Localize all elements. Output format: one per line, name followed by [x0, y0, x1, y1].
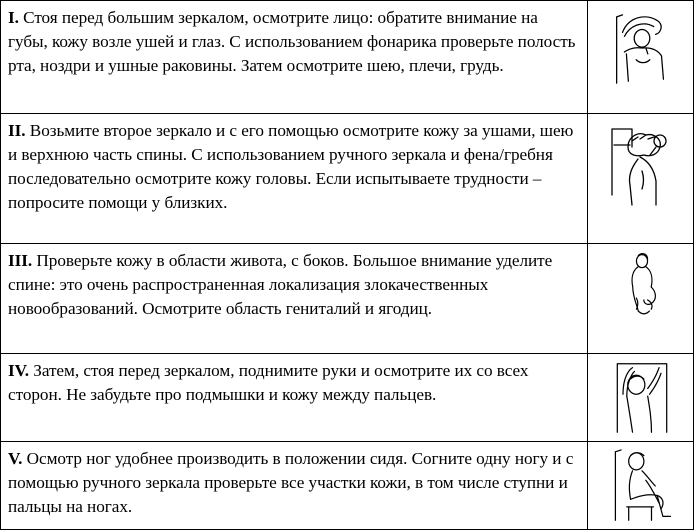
step-illustration-cell — [588, 442, 693, 529]
step-numeral: IV. — [8, 361, 30, 380]
person-two-mirrors-icon — [602, 122, 682, 208]
step-text-cell — [1, 442, 588, 529]
step-numeral: III. — [8, 251, 33, 270]
step-description: Стоя перед большим зеркалом, осмотрите лицо: обратите внимание на губы, кожу возле ушей и глаз. С использованием фонарика проверьте полость рта, ноздри и ушные раковины. Затем осмотрите шею, плечи, грудь. — [8, 8, 576, 75]
step-row-5 — [1, 442, 693, 529]
step-numeral: I. — [8, 8, 19, 27]
step-text-cell — [1, 114, 588, 243]
step-text-cell — [1, 244, 588, 353]
step-description: Осмотр ног удобнее производить в положении сидя. Согните одну ногу и с помощью ручного зеркала проверьте все участки кожи, в том числе ступни и пальцы на ногах. — [8, 449, 574, 516]
step-row-2 — [1, 114, 693, 244]
person-seated-leg-check-icon — [602, 448, 682, 524]
step-text-cell — [1, 354, 588, 441]
step-description: Затем, стоя перед зеркалом, поднимите руки и осмотрите их со всех сторон. Не забудьте про подмышки и кожу между пальцев. — [8, 361, 529, 404]
step-row-3 — [1, 244, 693, 354]
person-arms-raised-icon — [602, 360, 682, 436]
step-numeral: II. — [8, 121, 26, 140]
step-description: Возьмите второе зеркало и с его помощью осмотрите кожу за ушами, шею и верхнюю часть спины. С использованием ручного зеркала и фена/гребня последовательно осмотрите кожу головы. Если испытываете трудности – попросите помощи у близких. — [8, 121, 574, 212]
step-illustration-cell — [588, 114, 693, 243]
step-illustration-cell — [588, 354, 693, 441]
step-description: Проверьте кожу в области живота, с боков. Большое внимание уделите спине: это очень распространенная локализация злокачественных новообразований. Осмотрите область гениталий и ягодиц. — [8, 251, 553, 318]
step-numeral: V. — [8, 449, 23, 468]
step-illustration-cell — [588, 244, 693, 353]
step-row-4 — [1, 354, 693, 442]
step-row-1 — [1, 1, 693, 114]
step-text-cell — [1, 1, 588, 113]
person-back-check-icon — [602, 250, 682, 324]
person-face-mirror-icon — [602, 11, 682, 89]
step-illustration-cell — [588, 1, 693, 113]
